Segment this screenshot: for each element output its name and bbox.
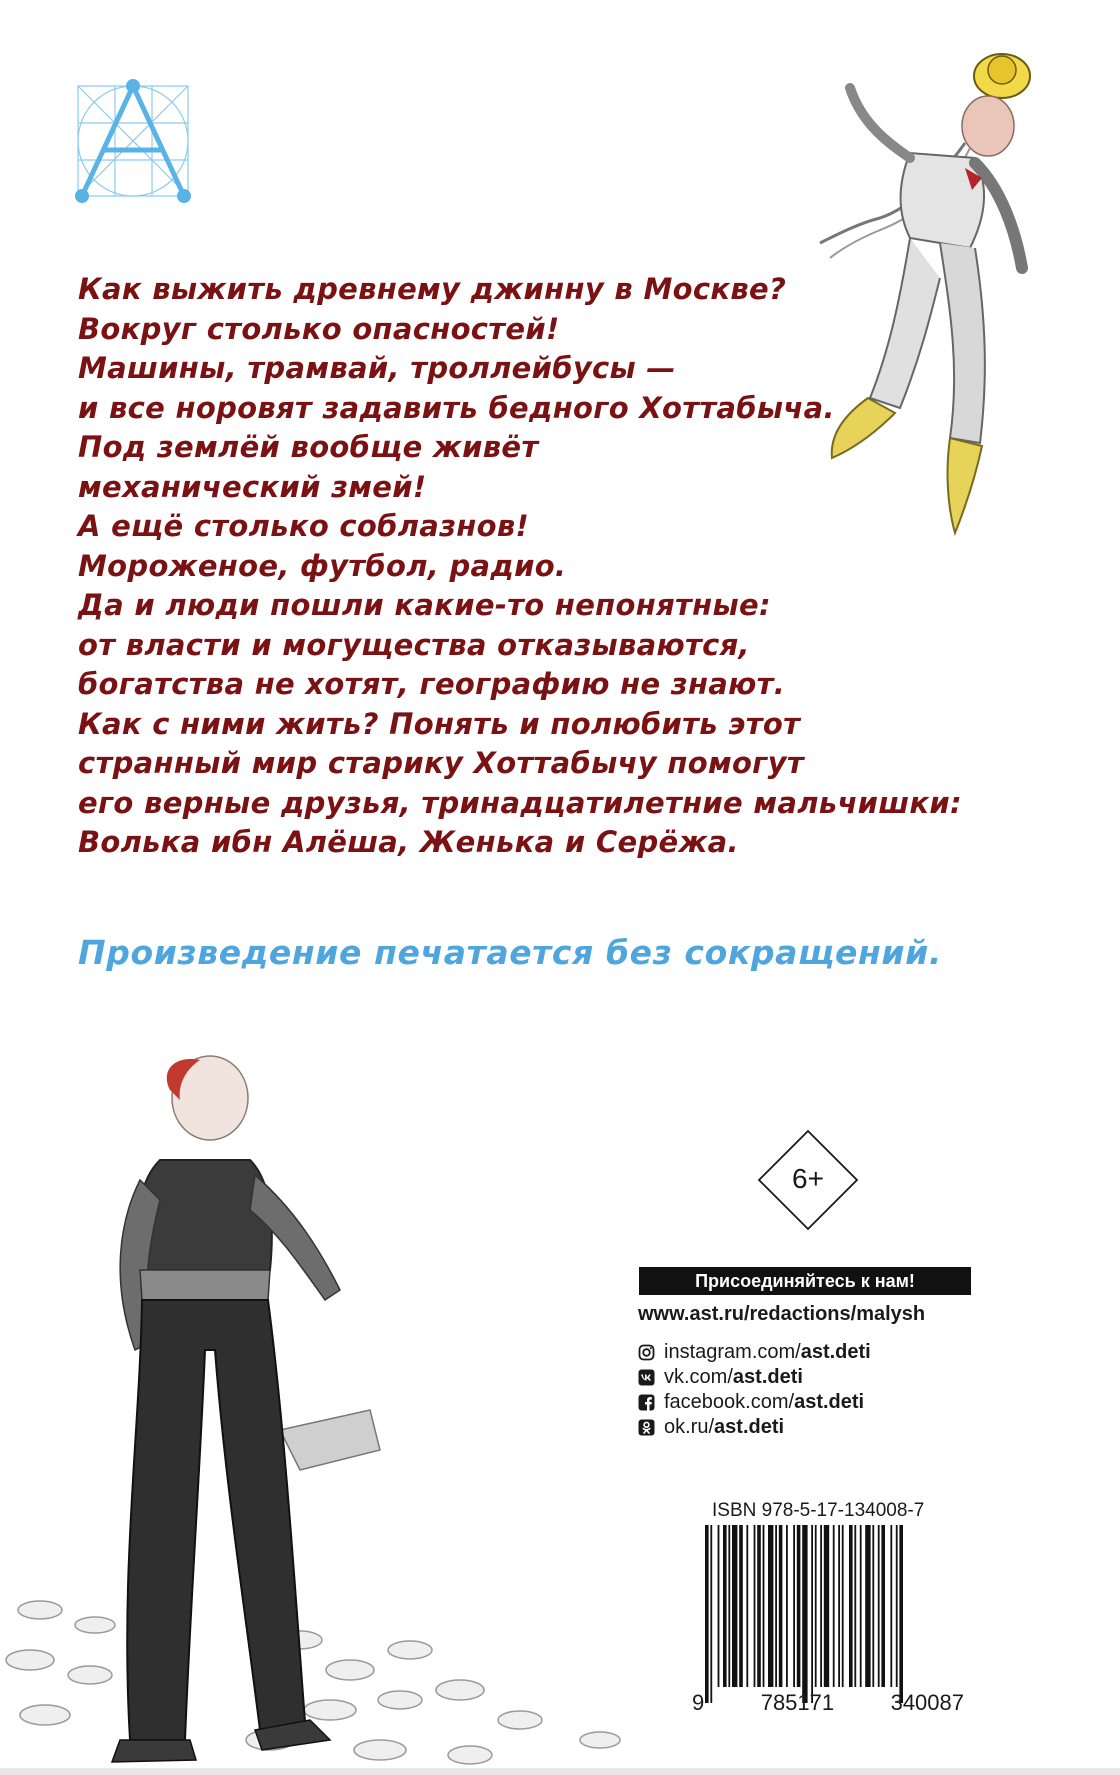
barcode-bar bbox=[872, 1525, 874, 1687]
social-link-prefix: instagram.com/ bbox=[664, 1341, 801, 1363]
barcode-bar bbox=[739, 1525, 743, 1687]
barcode-bar bbox=[802, 1525, 807, 1703]
barcode-bar bbox=[768, 1525, 773, 1687]
barcode-digit-group: 340087 bbox=[890, 1690, 964, 1715]
social-link-handle: ast.deti bbox=[794, 1391, 865, 1413]
description-line: странный мир старику Хоттабычу помогут bbox=[78, 746, 804, 780]
volka-looking-up-illustration bbox=[0, 1050, 700, 1775]
barcode-bar bbox=[881, 1525, 885, 1687]
barcode-bar bbox=[793, 1525, 795, 1687]
barcode-bar bbox=[779, 1525, 783, 1687]
barcode-bar bbox=[833, 1525, 835, 1687]
barcode-bar bbox=[763, 1525, 765, 1687]
join-us-banner: Присоединяйтесь к нам! bbox=[639, 1267, 971, 1295]
social-link-vk[interactable] bbox=[638, 1365, 871, 1390]
barcode-bar bbox=[811, 1525, 813, 1703]
description-line: Вокруг столько опасностей! bbox=[78, 311, 560, 346]
description-line: Да и люди пошли какие-то непонятные: bbox=[78, 588, 771, 622]
publisher-a-logo-icon bbox=[72, 78, 194, 210]
barcode-bar bbox=[757, 1525, 761, 1687]
instagram-icon bbox=[638, 1344, 655, 1361]
vk-icon bbox=[638, 1369, 655, 1386]
barcode-bar bbox=[797, 1525, 801, 1687]
social-link-instagram[interactable] bbox=[638, 1340, 871, 1365]
bottom-edge bbox=[0, 1768, 1120, 1775]
barcode-bar bbox=[824, 1525, 829, 1687]
barcode-bar bbox=[890, 1525, 892, 1687]
isbn-barcode bbox=[699, 1525, 957, 1715]
social-link-handle: ast.deti bbox=[714, 1416, 785, 1438]
barcode-digits bbox=[692, 1690, 964, 1716]
description-line: Как с ними жить? Понять и полюбить этот bbox=[78, 706, 801, 741]
barcode-bar bbox=[815, 1525, 817, 1687]
barcode-bar bbox=[786, 1525, 788, 1687]
description-line: его верные друзья, тринадцатилетние мальчишки: bbox=[78, 785, 962, 820]
unabridged-note: Произведение печатается без сокращений. bbox=[78, 933, 942, 972]
description-line: А ещё столько соблазнов! bbox=[78, 509, 529, 543]
barcode-bar bbox=[728, 1525, 730, 1687]
description-line: богатства не хотят, географию не знают. bbox=[78, 667, 786, 701]
social-link-prefix: ok.ru/ bbox=[664, 1416, 715, 1438]
age-rating-badge bbox=[757, 1129, 859, 1231]
barcode-bar bbox=[746, 1525, 748, 1687]
barcode-bar bbox=[849, 1525, 853, 1687]
barcode-bar bbox=[705, 1525, 709, 1703]
barcode-digit-group: 785171 bbox=[760, 1690, 835, 1715]
barcode-bar bbox=[820, 1525, 822, 1687]
odnoklassniki-icon bbox=[638, 1419, 655, 1436]
description-line: и все норовят задавить бедного Хоттабыча. bbox=[78, 390, 835, 425]
barcode-bar bbox=[754, 1525, 756, 1687]
description-line: Как выжить древнему джинну в Москве? bbox=[78, 272, 787, 306]
description-line: Мороженое, футбол, радио. bbox=[78, 548, 567, 583]
description-text bbox=[78, 270, 962, 863]
barcode-bar bbox=[860, 1525, 862, 1687]
barcode-bar bbox=[723, 1525, 727, 1687]
isbn-label: ISBN 978-5-17-134008-7 bbox=[712, 1500, 925, 1521]
barcode-bar bbox=[865, 1525, 870, 1687]
barcode-bar bbox=[896, 1525, 898, 1687]
barcode-bar bbox=[838, 1525, 840, 1687]
social-link-prefix: vk.com/ bbox=[664, 1366, 733, 1388]
description-line: Машины, трамвай, троллейбусы — bbox=[78, 351, 676, 385]
barcode-bar bbox=[842, 1525, 844, 1687]
description-line: Волька ибн Алёша, Женька и Серёжа. bbox=[78, 825, 739, 859]
barcode-bar bbox=[878, 1525, 880, 1687]
social-link-odnoklassniki[interactable] bbox=[638, 1415, 871, 1440]
publisher-website-link[interactable]: www.ast.ru/redactions/malysh bbox=[638, 1303, 926, 1325]
description-line: от власти и могущества отказываются, bbox=[78, 627, 750, 662]
barcode-bar bbox=[899, 1525, 903, 1703]
social-link-prefix: facebook.com/ bbox=[664, 1391, 795, 1413]
barcode-bar bbox=[710, 1525, 712, 1703]
description-line: Под землёй вообще живёт bbox=[78, 430, 539, 464]
barcode-digit-group: 9 bbox=[692, 1690, 705, 1715]
barcode-bar bbox=[718, 1525, 720, 1687]
age-rating-label: 6+ bbox=[792, 1163, 824, 1194]
barcode-bar bbox=[732, 1525, 737, 1687]
description-line: механический змей! bbox=[78, 469, 427, 504]
barcode-bar bbox=[854, 1525, 856, 1687]
social-link-handle: ast.deti bbox=[800, 1341, 871, 1363]
barcode-bar bbox=[775, 1525, 777, 1687]
social-link-handle: ast.deti bbox=[732, 1366, 803, 1388]
social-links bbox=[638, 1340, 871, 1440]
social-link-facebook[interactable] bbox=[638, 1390, 871, 1415]
facebook-icon bbox=[638, 1394, 655, 1411]
